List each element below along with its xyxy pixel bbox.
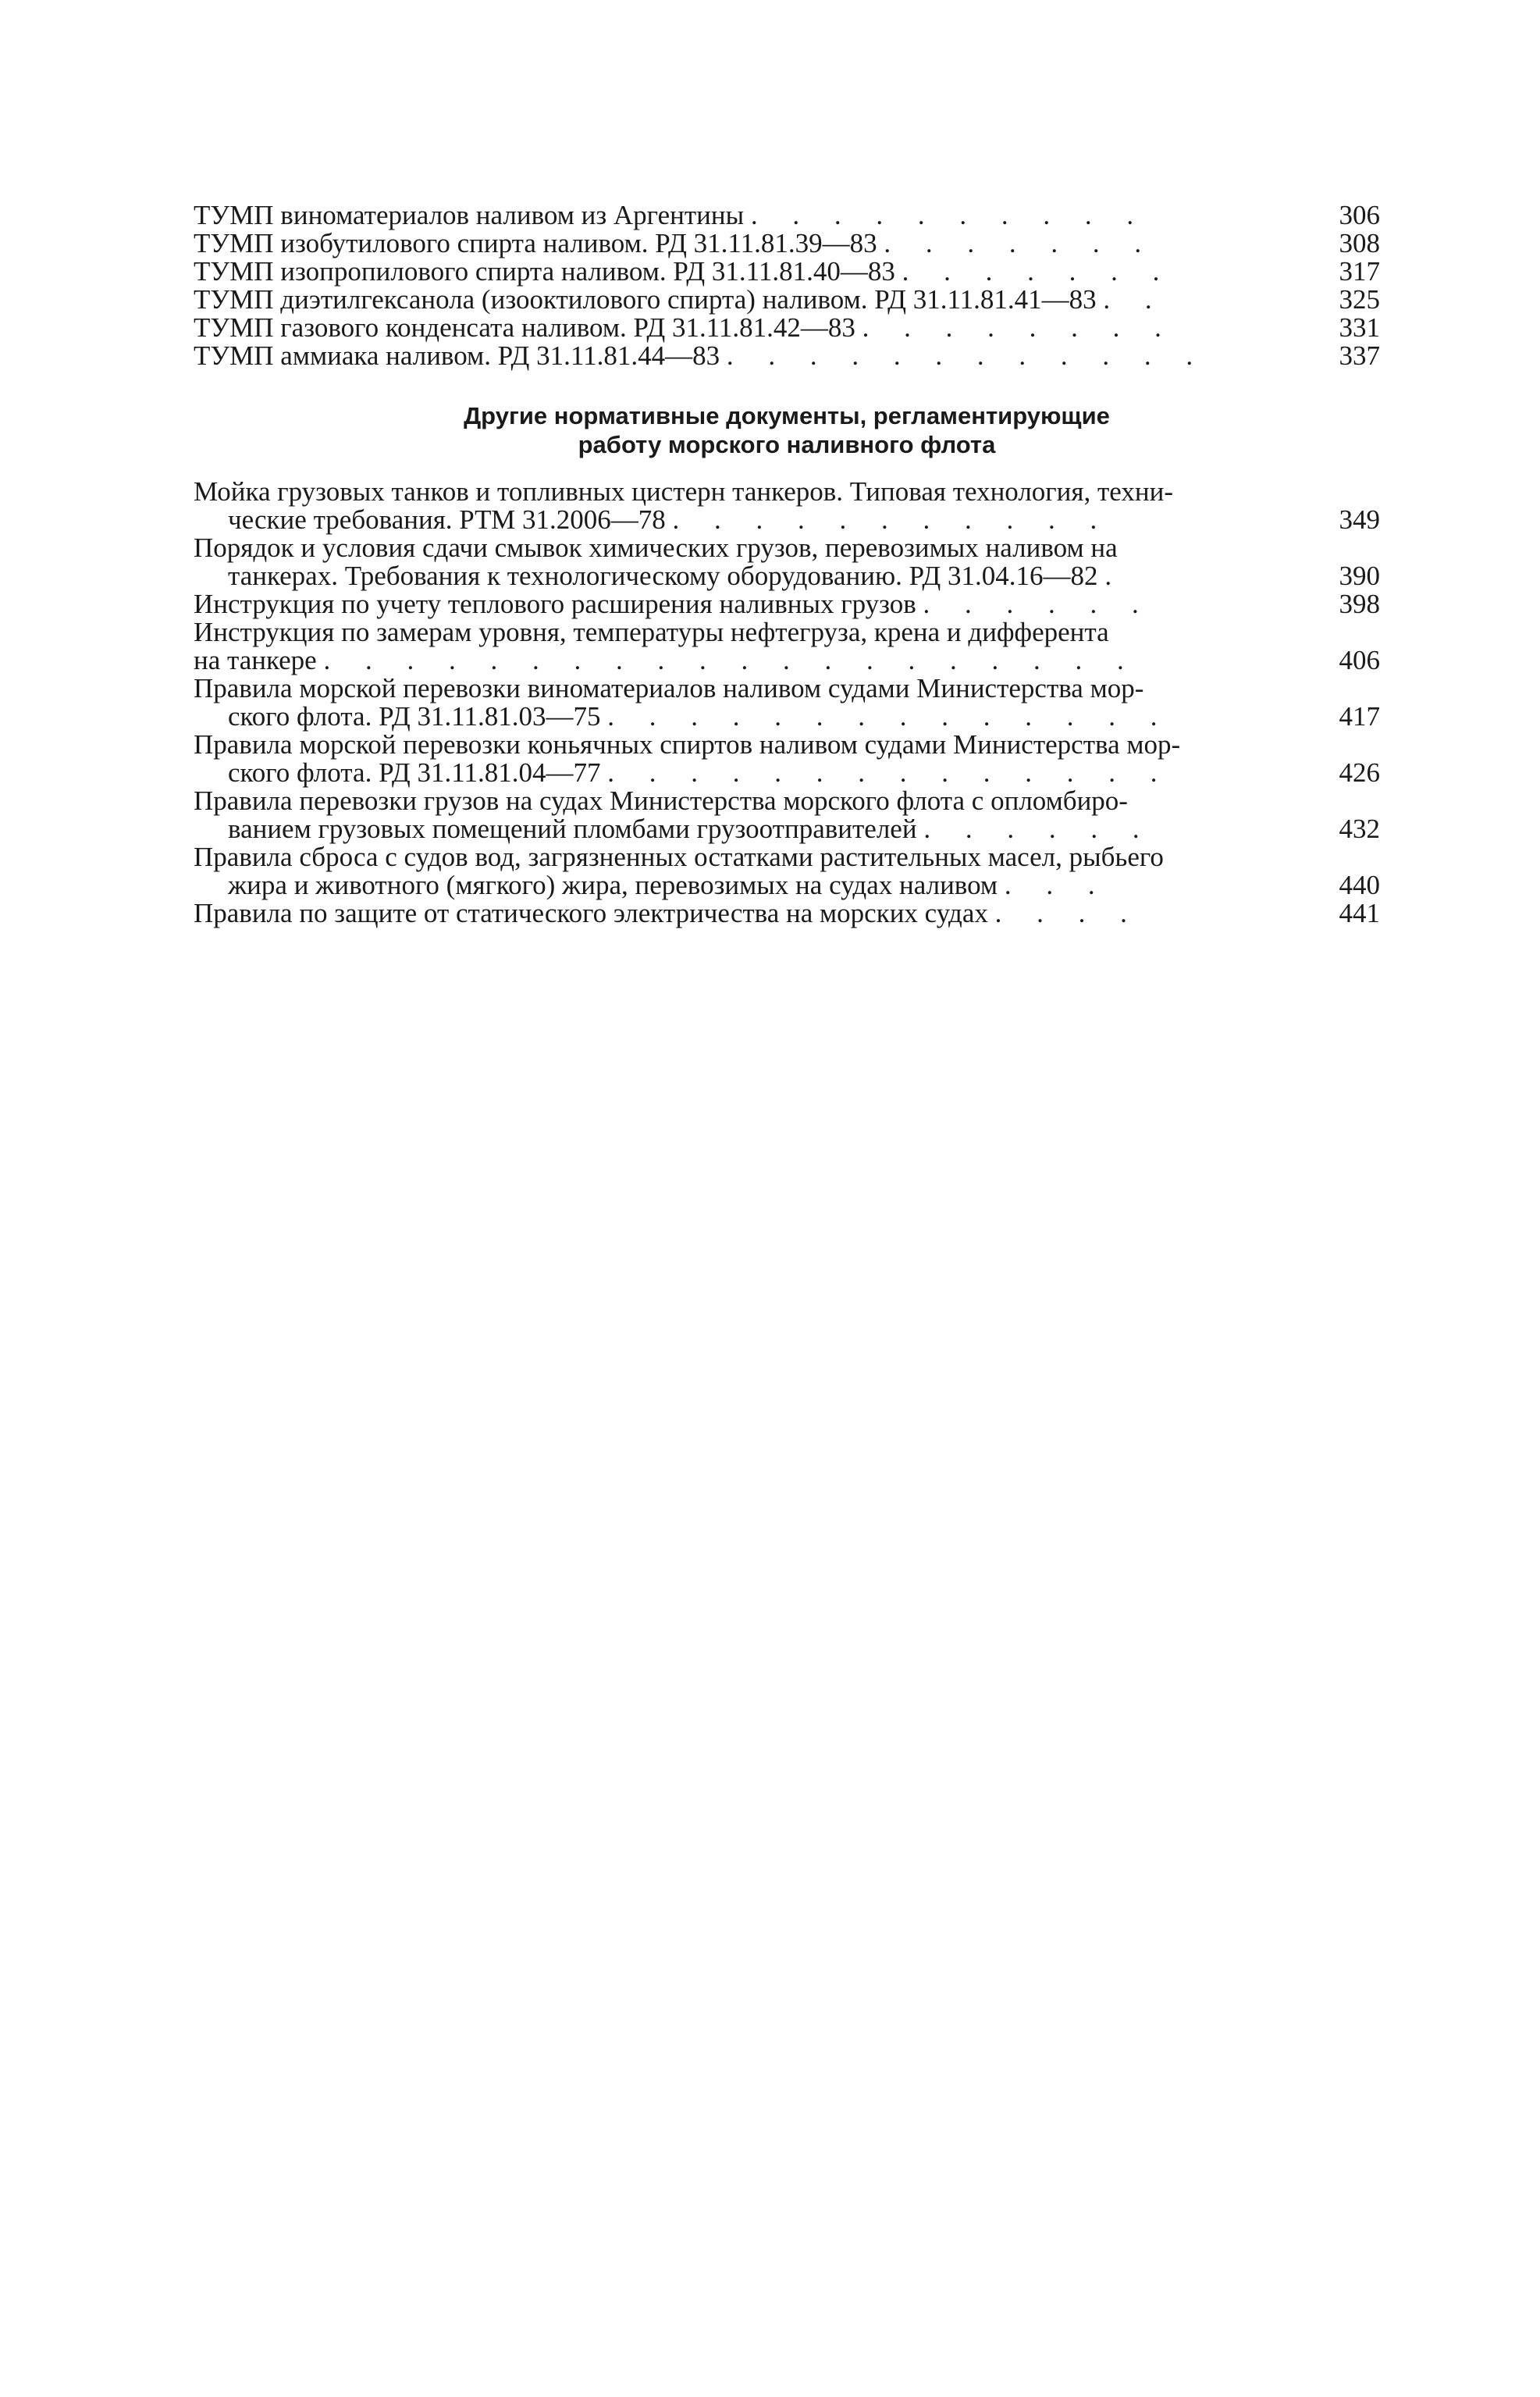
page-number: 432 <box>1339 814 1380 844</box>
leader-dots: . . . . . . . . <box>862 312 1175 343</box>
page-number: 440 <box>1339 870 1380 900</box>
entry-title-continuation: ческие требования. РТМ 31.2006—78 <box>228 504 666 535</box>
page-number: 337 <box>1339 340 1380 371</box>
entry-title: Правила перевозки грузов на судах Министерства морского флота с опломбиро- <box>194 785 1128 816</box>
entry-title: ТУМП диэтилгексанола (изооктилового спирта) наливом. РД 31.11.81.41—83 <box>194 284 1097 315</box>
toc-page <box>194 201 1380 928</box>
entry-title: Правила морской перевозки виноматериалов наливом судами Министерства мор- <box>194 673 1144 703</box>
page-number: 417 <box>1339 701 1380 732</box>
entry-title-continuation: ванием грузовых помещений пломбами грузоотправителей <box>228 814 917 844</box>
toc-entry <box>194 314 1380 342</box>
entry-title: Мойка грузовых танков и топливных цистерн танкеров. Типовая технология, техни- <box>194 476 1173 507</box>
toc-entry <box>194 675 1380 731</box>
leader-dots: . <box>1104 561 1126 591</box>
toc-entry <box>194 787 1380 843</box>
toc-entry <box>194 201 1380 230</box>
page-number: 317 <box>1339 256 1380 287</box>
page-number: 349 <box>1339 504 1380 535</box>
entry-title: ТУМП виноматериалов наливом из Аргентины <box>194 200 745 230</box>
heading-line: Другие нормативные документы, регламентирующие <box>464 402 1110 429</box>
page-number: 325 <box>1339 284 1380 315</box>
toc-entry <box>194 534 1380 590</box>
toc-entry <box>194 478 1380 534</box>
toc-entry <box>194 899 1380 928</box>
entry-title: ТУМП газового конденсата наливом. РД 31.11.81.42—83 <box>194 312 855 343</box>
toc-section-other-documents <box>194 478 1380 928</box>
page-number: 406 <box>1339 645 1380 675</box>
page-number: 441 <box>1339 898 1380 928</box>
leader-dots: . . . . . . <box>923 589 1153 619</box>
toc-entry <box>194 230 1380 258</box>
leader-dots: . . . . . . . . . . <box>750 200 1148 230</box>
toc-entry <box>194 618 1380 675</box>
entry-title-continuation: танкерах. Требования к технологическому оборудованию. РД 31.04.16—82 <box>228 561 1098 591</box>
leader-dots: . . . . . . . . . . . . <box>726 340 1207 371</box>
toc-entry <box>194 731 1380 787</box>
entry-title-continuation: жира и животного (мягкого) жира, перевозимых на судах наливом <box>228 870 998 900</box>
entry-title: Правила по защите от статического электричества на морских судах <box>194 898 988 928</box>
leader-dots: . . . . . . . . . . . . . . . . . . . . <box>323 645 1138 675</box>
entry-title: ТУМП изобутилового спирта наливом. РД 31.11.81.39—83 <box>194 228 877 258</box>
page-number: 398 <box>1339 589 1380 619</box>
page-number: 308 <box>1339 228 1380 258</box>
leader-dots: . . . . . . . <box>902 256 1174 287</box>
entry-title: ТУМП аммиака наливом. РД 31.11.81.44—83 <box>194 340 720 371</box>
entry-title: Порядок и условия сдачи смывок химических грузов, перевозимых наливом на <box>194 532 1118 563</box>
page-number: 390 <box>1339 561 1380 591</box>
entry-title: Инструкция по учету теплового расширения наливных грузов <box>194 589 916 619</box>
leader-dots: . . . . . . <box>923 814 1154 844</box>
entry-title: Правила сброса с судов вод, загрязненных остатками растительных масел, рыбьего <box>194 842 1164 872</box>
leader-dots: . . . . . . . . . . . . . . <box>607 701 1172 732</box>
toc-entry <box>194 843 1380 899</box>
section-heading <box>194 401 1380 459</box>
leader-dots: . . . . . . . <box>884 228 1156 258</box>
leader-dots: . . <box>1103 284 1166 315</box>
toc-entry <box>194 258 1380 286</box>
entry-title-continuation: ского флота. РД 31.11.81.03—75 <box>228 701 601 732</box>
page-number: 306 <box>1339 200 1380 230</box>
leader-dots: . . . <box>1004 870 1109 900</box>
toc-entry <box>194 342 1380 370</box>
entry-title: Правила морской перевозки коньячных спиртов наливом судами Министерства мор- <box>194 729 1181 760</box>
toc-entry <box>194 590 1380 618</box>
entry-title-continuation: на танкере <box>194 645 317 675</box>
leader-dots: . . . . . . . . . . . <box>672 504 1111 535</box>
page-number: 331 <box>1339 312 1380 343</box>
toc-section-tump <box>194 201 1380 370</box>
toc-entry <box>194 286 1380 314</box>
leader-dots: . . . . . . . . . . . . . . <box>607 757 1172 788</box>
leader-dots: . . . . <box>994 898 1141 928</box>
page-number: 426 <box>1339 757 1380 788</box>
entry-title: Инструкция по замерам уровня, температуры нефтегруза, крена и дифферента <box>194 617 1109 647</box>
entry-title: ТУМП изопропилового спирта наливом. РД 31.11.81.40—83 <box>194 256 895 287</box>
entry-title-continuation: ского флота. РД 31.11.81.04—77 <box>228 757 601 788</box>
heading-line: работу морского наливного флота <box>578 431 996 458</box>
